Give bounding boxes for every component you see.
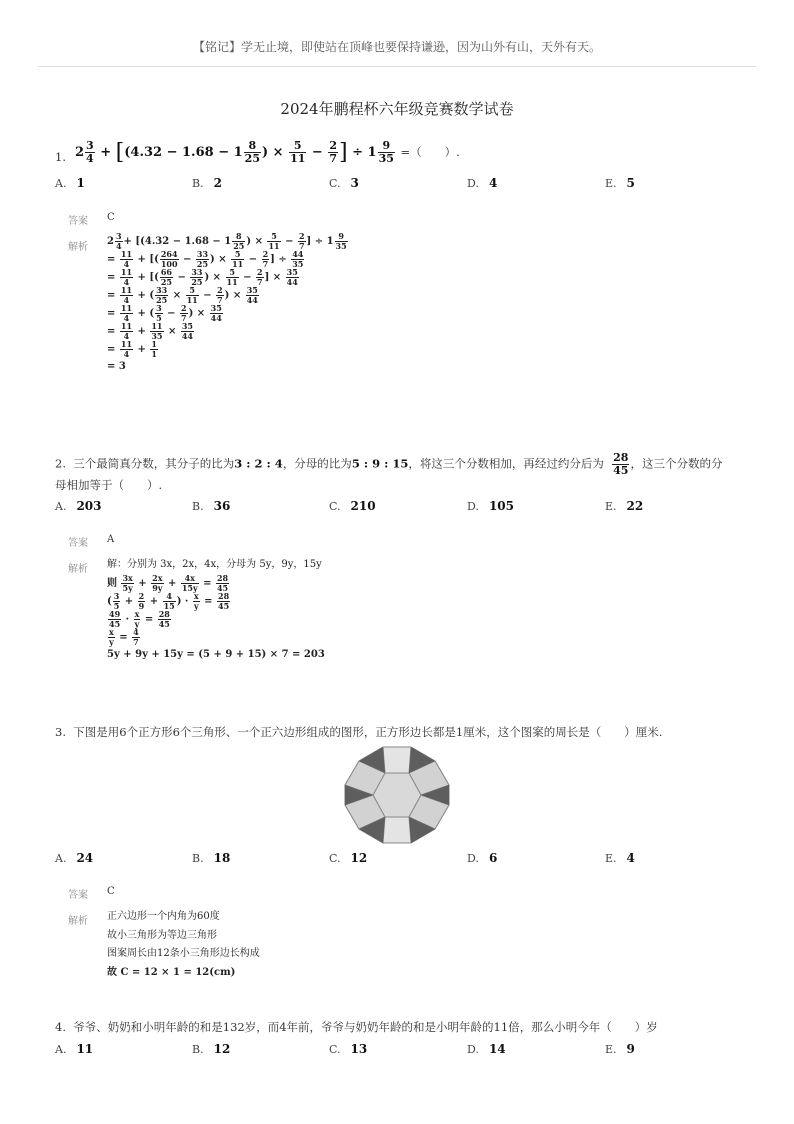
option-a[interactable]: A. 24 (55, 851, 94, 865)
square-top (383, 747, 411, 773)
solution-line: 故 C = 12 × 1 = 12(cm) (107, 966, 236, 978)
option-e[interactable]: E. 4 (605, 851, 635, 865)
question-1-options (55, 176, 755, 192)
analysis-label: 解析 (68, 916, 88, 927)
polygon-figure (343, 745, 451, 845)
answer-label: 答案 (68, 890, 88, 901)
option-c[interactable]: C. 12 (329, 851, 368, 865)
question-3-answer: C (107, 886, 115, 897)
solution-line: 图案周长由12条小三角形边长构成 (107, 948, 260, 959)
option-c[interactable]: C. 3 (329, 176, 359, 190)
option-d[interactable]: D. 4 (467, 176, 498, 190)
question-2-stem: 2. 三个最简真分数，其分子的比为3 : 2 : 4，分母的比为5 : 9 : 15，将这三个分数相加，再经过约分后为 $\frac{28}{45}$ ，这三个分数的分 (55, 451, 723, 477)
header-divider (38, 66, 756, 67)
option-e[interactable]: E. 5 (605, 176, 635, 190)
analysis-label: 解析 (68, 242, 88, 253)
question-1-answer: C (107, 212, 115, 223)
question-1-number: 1. (55, 150, 66, 164)
page-title: 2024年鹏程杯六年级竞赛数学试卷 (280, 100, 514, 118)
question-1-solution: 2 $\frac{3}{4}$ + [(4.32 − 1.68 − 1 $\frac{8}{25}$ ) × $\frac{5}{11}$ − $\frac{2}{7}$ ] ÷ 1 $\frac{9}{35}$ = $\frac{11}{4}$ + [( $\frac{264}{100}$ − $\frac{33}{25}$ ) × $\frac{5}{11}$ − $\frac{2}{7}$ ] ÷ $\frac{44}{35}$ = $\frac{11}{4}$ + [( $\frac{66}{25}$ − $\frac{33}{25}$ ) × $\frac{5}{11}$ − $\frac{2}{7}$ ] × $\frac{35}{44}$ = $\frac{11}{4}$ + ( $\frac{33}{25}$ × $\frac{5}{11}$ − $\frac{2}{7}$ ) × $\frac{35}{44}$ = $\frac{11}{4}$ + ( $\frac{3}{5}$ − $\frac{2}{7}$ ) × $\frac{35}{44}$ = $\frac{11}{4}$ + $\frac{11}{35}$ × $\frac{35}{44}$ = $\frac{11}{4}$ + $\frac{1}{1}$ = 3 (107, 232, 349, 376)
option-e[interactable]: E. 9 (605, 1042, 635, 1056)
option-d[interactable]: D. 14 (467, 1042, 506, 1056)
option-b[interactable]: B. 18 (192, 851, 231, 865)
option-a[interactable]: A. 203 (55, 499, 102, 513)
answer-label: 答案 (68, 216, 88, 227)
option-c[interactable]: C. 13 (329, 1042, 368, 1056)
solution-line: 正六边形一个内角为60度 (107, 911, 220, 922)
analysis-label: 解析 (68, 564, 88, 575)
option-d[interactable]: D. 6 (467, 851, 498, 865)
question-3-stem: 3. 下图是用6个正方形6个三角形、一个正六边形组成的图形，正方形边长都是1厘米，这个图案的周长是（ ）厘米. (55, 725, 663, 739)
question-4-options (55, 1042, 755, 1058)
question-4-stem: 4. 爷爷、奶奶和小明年龄的和是132岁，而4年前，爷爷与奶奶年龄的和是小明年龄的11倍，那么小明今年（ ）岁 (55, 1020, 658, 1034)
question-2-solution-result: 5y + 9y + 15y = (5 + 9 + 15) × 7 = 203 (107, 649, 325, 660)
question-2-solution-intro: 解：分别为 3x，2x，4x，分母为 5y，9y，15y (107, 559, 322, 570)
option-c[interactable]: C. 210 (329, 499, 376, 513)
question-1-solution-result: = 3 (107, 361, 126, 372)
answer-label: 答案 (68, 538, 88, 549)
question-2-options (55, 499, 755, 515)
question-1-expression: 2 $\frac{3}{4}$ + [(4.32 − 1.68 − 1 $\frac{8}{25}$ ) × $\frac{5}{11}$ − $\frac{2}{7}$ ] ÷ 1 $\frac{9}{35}$ =（ ）. (75, 139, 460, 165)
question-2-stem-cont: 母相加等于（ ）. (55, 478, 163, 492)
question-2-solution: 解：分别为 3x，2x，4x，分母为 5y，9y，15y 则 $\frac{3x}{5y}$ + $\frac{2x}{9y}$ + $\frac{4x}{15y}$ = $\frac{28}{45}$ ( $\frac{3}{5}$ + $\frac{2}{9}$ + $\frac{4}{15}$ ) · $\frac{x}{y}$ = $\frac{28}{45}$ $\frac{49}{45}$ · $\frac{x}{y}$ = $\frac{28}{45}$ $\frac{x}{y}$ = $\frac{4}{7}$ 5y + 9y + 15y = (5 + 9 + 15) × 7 = 203 (107, 556, 325, 664)
question-2-answer: A (107, 534, 115, 545)
square-bottom (383, 817, 411, 843)
header-banner: 【铭记】学无止境，即使站在顶峰也要保持谦逊，因为山外有山，天外有天。 (192, 40, 601, 54)
dodecagon-diagram (343, 745, 451, 845)
option-b[interactable]: B. 12 (192, 1042, 231, 1056)
option-b[interactable]: B. 36 (192, 499, 231, 513)
question-3-solution (107, 908, 260, 982)
option-d[interactable]: D. 105 (467, 499, 514, 513)
option-e[interactable]: E. 22 (605, 499, 644, 513)
question-3-options (55, 851, 755, 867)
question-1-stem-tail: =（ ）. (400, 145, 460, 159)
option-b[interactable]: B. 2 (192, 176, 222, 190)
option-a[interactable]: A. 1 (55, 176, 85, 190)
solution-line: 故小三角形为等边三角形 (107, 929, 217, 941)
option-a[interactable]: A. 11 (55, 1042, 94, 1056)
